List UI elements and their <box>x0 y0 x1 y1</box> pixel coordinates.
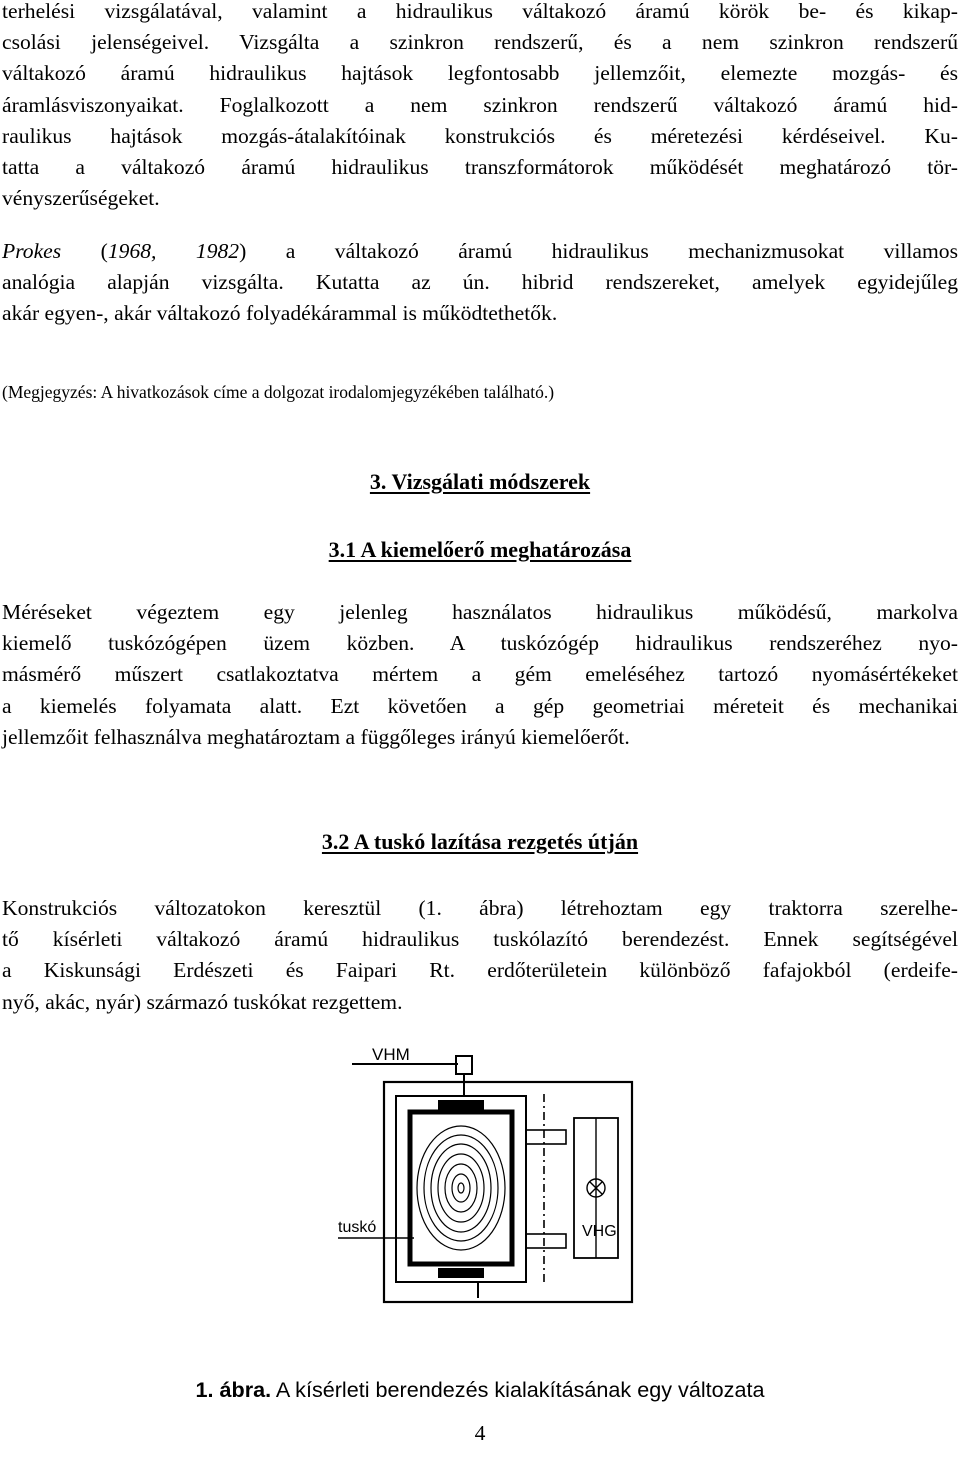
label-vhg: VHG <box>582 1223 617 1240</box>
text-line: a Kiskunsági Erdészeti és Faipari Rt. erdőterületein különböző fafajokból (erdeife- <box>2 958 958 983</box>
section-heading-text: 3. Vizsgálati módszerek <box>369 469 591 494</box>
subsection-heading-text: 3.1 A kiemelőerő meghatározása <box>328 537 632 562</box>
label-tusko: tuskó <box>338 1219 377 1236</box>
label-vhm: VHM <box>372 1045 410 1064</box>
year-ref: 1982 <box>195 239 240 263</box>
figure-caption <box>0 1376 960 1404</box>
section-heading <box>0 468 960 496</box>
subsection-heading-3-2 <box>0 828 960 856</box>
text-line: analógia alapján vizsgálta. Kutatta az ún. hibrid rendszereket, amelyek egyidejűleg <box>2 270 958 295</box>
figure-diagram <box>338 1030 642 1330</box>
clamp-bottom <box>438 1268 484 1278</box>
piston-upper <box>526 1130 566 1144</box>
text-line: Méréseket végeztem egy jelenleg használatos hidraulikus működésű, markolva <box>2 600 958 624</box>
text-line: nyő, akác, nyár) származó tuskókat rezgettem. <box>2 989 403 1014</box>
text-line: akár egyen-, akár váltakozó folyadékárammal is működtethetők. <box>2 301 558 326</box>
text-line: váltakozó áramú hidraulikus hajtások legfontosabb jellemzőit, elemezte mozgás- és <box>2 61 958 86</box>
text-line: csolási jelenségeivel. Vizsgálta a szinkron rendszerű, és a nem szinkron rendszerű <box>2 30 958 55</box>
text-line: jellemzőit felhasználva meghatároztam a függőleges irányú kiemelőerőt. <box>2 724 630 749</box>
text-line: Prokes (1968, 1982) a váltakozó áramú hidraulikus mechanizmusokat villamos <box>2 239 959 263</box>
page-number: 4 <box>474 1421 486 1445</box>
text-line: tatta a váltakozó áramú hidraulikus transzformátorok működését meghatározó tör- <box>2 155 958 180</box>
text-fragment: ) a váltakozó áramú hidraulikus mechanizmusokat villamos <box>239 239 959 263</box>
text-line: vényszerűségeket. <box>2 186 160 211</box>
text-line: áramlásviszonyaikat. Foglalkozott a nem szinkron rendszerű váltakozó áramú hid- <box>2 92 958 117</box>
year-ref: 1968, <box>107 239 157 263</box>
subsection-heading-text: 3.2 A tuskó lazítása rezgetés útján <box>321 829 639 854</box>
paragraph-3-1 <box>2 597 958 753</box>
text-line: a kiemelés folyamata alatt. Ezt követően a gép geometriai méreteit és mechanikai <box>2 693 958 718</box>
caption-text: A kísérleti berendezés kialakításának egy változata <box>271 1377 765 1402</box>
text-line: tő kísérleti váltakozó áramú hidraulikus tuskólazító berendezést. Ennek segítségével <box>2 927 958 952</box>
paragraph-intro <box>2 0 958 214</box>
text-line: Konstrukciós változatokon keresztül (1. ábra) létrehoztam egy traktorra szerelhe- <box>2 896 958 920</box>
piston-lower <box>526 1234 566 1248</box>
paragraph-3-2 <box>2 893 958 1018</box>
paragraph-prokes <box>2 236 958 330</box>
caption-number: 1. ábra. <box>195 1377 272 1402</box>
subsection-heading-3-1 <box>0 536 960 564</box>
vhm-element <box>456 1056 472 1074</box>
author-name: Prokes <box>2 239 62 263</box>
text-line: másmérő műszert csatlakoztatva mértem a gém emeléséhez tartozó nyomásértékeket <box>2 662 958 687</box>
text-line: kiemelő tuskózógépen üzem közben. A tuskózógép hidraulikus rendszeréhez nyo- <box>2 631 958 656</box>
text-line: terhelési vizsgálatával, valamint a hidraulikus váltakozó áramú körök be- és kikap- <box>2 0 958 23</box>
text-line: raulikus hajtások mozgás-átalakítóinak konstrukciós és méretezési kérdéseivel. Ku- <box>2 123 958 148</box>
clamp-top <box>438 1100 484 1110</box>
footnote-remark: (Megjegyzés: A hivatkozások címe a dolgozat irodalomjegyzékében található.) <box>2 382 555 402</box>
